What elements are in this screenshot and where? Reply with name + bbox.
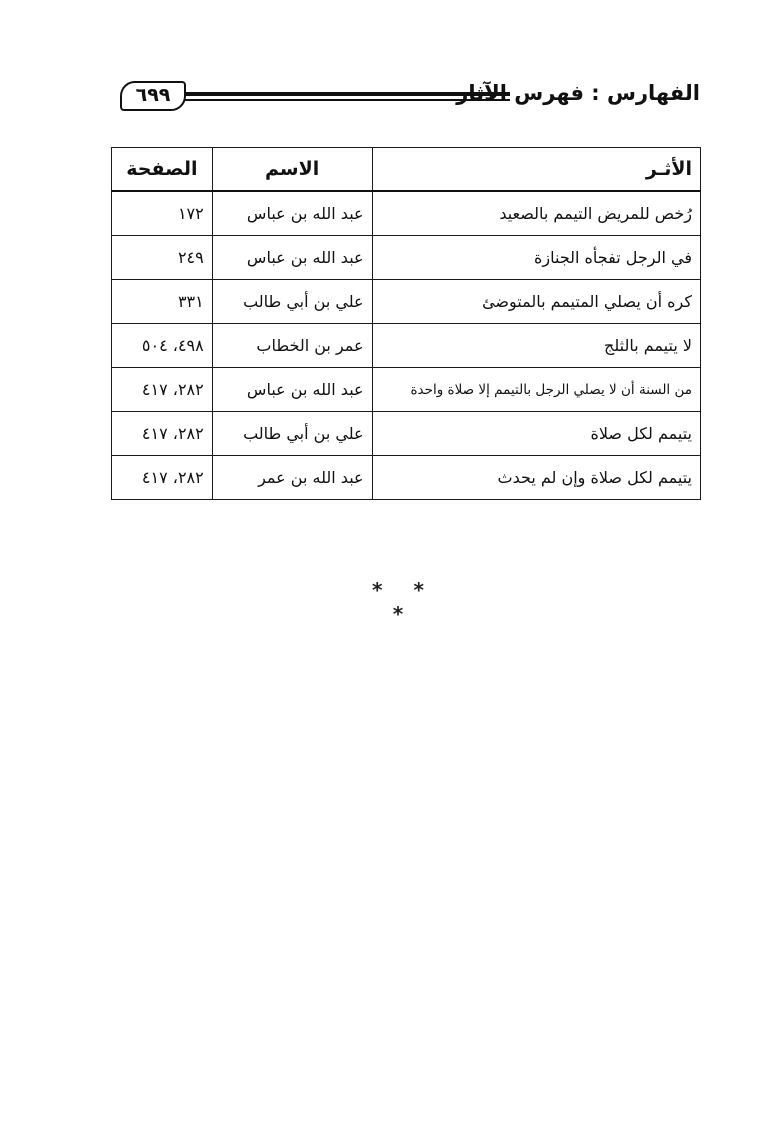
table-header-row <box>112 148 701 192</box>
page-cell: ٣٣١ <box>112 280 213 324</box>
name-cell: عبد الله بن عباس <box>212 191 372 236</box>
table-row <box>112 324 701 368</box>
column-header-name: الاسم <box>212 148 372 192</box>
name-cell: عمر بن الخطاب <box>212 324 372 368</box>
table-row <box>112 236 701 280</box>
athar-index-table <box>111 147 701 500</box>
athar-cell: كره أن يصلي المتيمم بالمتوضئ <box>372 280 700 324</box>
athar-cell: يتيمم لكل صلاة وإن لم يحدث <box>372 456 700 500</box>
page-cell: ٢٨٢، ٤١٧ <box>112 368 213 412</box>
page-cell: ٤٩٨، ٥٠٤ <box>112 324 213 368</box>
page-cell: ١٧٢ <box>112 191 213 236</box>
athar-cell: رُخص للمريض التيمم بالصعيد <box>372 191 700 236</box>
name-cell: علي بن أبي طالب <box>212 280 372 324</box>
table-row <box>112 280 701 324</box>
page-number-badge: ٦٩٩ <box>120 81 186 111</box>
page-cell: ٢٨٢، ٤١٧ <box>112 412 213 456</box>
table-row <box>112 456 701 500</box>
section-separator: * * * <box>372 578 436 626</box>
athar-cell: لا يتيمم بالثلج <box>372 324 700 368</box>
page-header <box>118 78 700 122</box>
name-cell: علي بن أبي طالب <box>212 412 372 456</box>
running-header-title: الفهارس : فهرس الآثار <box>456 81 700 105</box>
page-cell: ٢٨٢، ٤١٧ <box>112 456 213 500</box>
page-cell: ٢٤٩ <box>112 236 213 280</box>
table-row <box>112 412 701 456</box>
name-cell: عبد الله بن عمر <box>212 456 372 500</box>
name-cell: عبد الله بن عباس <box>212 368 372 412</box>
table-row <box>112 368 701 412</box>
name-cell: عبد الله بن عباس <box>212 236 372 280</box>
athar-cell: في الرجل تفجأه الجنازة <box>372 236 700 280</box>
column-header-athar: الأثـر <box>372 148 700 192</box>
athar-cell: من السنة أن لا يصلي الرجل بالتيمم إلا صلاة واحدة <box>372 368 700 412</box>
column-header-page: الصفحة <box>112 148 213 192</box>
table-row <box>112 191 701 236</box>
athar-cell: يتيمم لكل صلاة <box>372 412 700 456</box>
